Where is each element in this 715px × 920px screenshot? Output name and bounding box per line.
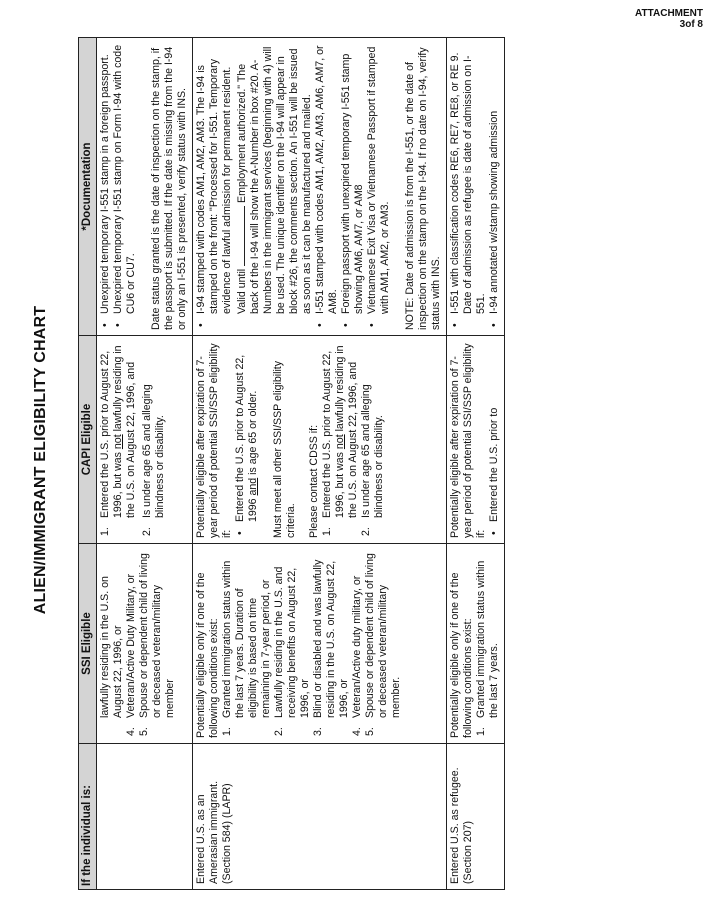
header-row: [79, 38, 97, 890]
row3-doc-list: [449, 43, 501, 330]
list-item: • I-551 with classification codes RE6, RE7, RE8, or RE 9. Date of admission as refugee is date of admission on I-551.: [449, 52, 487, 327]
header-individual: If the individual is:: [79, 744, 97, 890]
row2-capi-intro: Potentially eligible after expiration of 7-year period of potential SSI/SSP eligibility if:: [195, 343, 233, 538]
landscape-content: [0, 20, 715, 900]
list-item: • Foreign passport with unexpired temporary I-551 stamp showing AM6, AM7, or AM8: [340, 53, 365, 327]
list-item: • I-551 stamped with codes AM1, AM2, AM3, AM6, AM7, or AM8.: [314, 45, 339, 327]
header-documentation: *Documentation: [79, 38, 97, 336]
list-item: 2. Is under age 65 and alleging blindness or disability.: [360, 384, 385, 536]
page-title: ALIEN/IMMIGRANT ELIGIBILITY CHART: [32, 305, 49, 615]
row3-ssi: [447, 544, 505, 744]
row3-individual: Entered U.S. as refugee. (Section 207): [447, 744, 505, 890]
row1-ssi: [97, 544, 193, 744]
list-item: • Unexpired temporary I-551 stamp in a foreign passport.: [99, 54, 111, 327]
row1-doc-note: Date status granted is the date of inspection on the stamp, if the passport is submitted. If the date is missing from the I-94 or only an I-551 is presented, verify status with INS.: [150, 46, 188, 330]
list-item: 1. Entered the U.S. prior to August 22, 1996, but was not lawfully residing in the U.S. on August 22, 1996, and: [99, 345, 137, 536]
list-item: 3. Blind or disabled and was lawfully residing in the U.S. on August 22, 1996, or: [312, 559, 350, 736]
list-item: 2. Lawfully residing in the U.S. and receiving benefits on August 22, 1996, or: [273, 566, 311, 736]
blank-line: [234, 206, 245, 266]
row2-capi-bullet: [234, 341, 260, 538]
row1-individual: [97, 744, 193, 890]
row2-capi-contact: Please contact CDSS if:: [308, 424, 320, 538]
row2-ssi-list: [221, 549, 403, 738]
row1-ssi-list: [125, 549, 177, 738]
row2-capi-must: Must meet all other SSI/SSP eligibility criteria.: [272, 360, 297, 538]
row2-capi: [193, 336, 447, 544]
row3-ssi-list: [475, 549, 501, 738]
row2-doc-list: [195, 43, 392, 330]
list-item: 2. Is under age 65 and alleging blindness or disability.: [141, 384, 166, 536]
list-item: • I-94 stamped with codes AM1, AM2, AM3. The I-94 is stamped on the front: "Processed for I-551. Temporary evidence of lawful admission for permanent resident. Valid until Employment authorized." The back of the I-94 will show the A-Number in box #20. A-Numbers in the immigrant services (beginning with 4) will be used. The unique identifier on the I-94 will appear in block #26, the comments section. An I-551 will be issued as soon as it can be manufactured and mailed.: [195, 46, 313, 327]
row2-documentation: [193, 38, 447, 336]
list-item: • I-94 annotated w/stamp showing admission: [488, 110, 500, 327]
row2-ssi: [193, 544, 447, 744]
list-item: 5. Spouse or dependent child of living or deceased veteran/military member.: [364, 553, 402, 736]
header-capi: CAPI Eligible: [79, 336, 97, 544]
row3-ssi-intro: Potentially eligible only if one of the following conditions exist:: [449, 572, 474, 738]
list-item: • Entered the U.S. prior to August 22, 1996 and is age 65 or older.: [234, 354, 259, 535]
list-item: 1. Granted immigration status within the last 7 years.: [475, 560, 500, 736]
row1-documentation: [97, 38, 193, 336]
row2-capi-list: [321, 341, 386, 538]
row3-documentation: [447, 38, 505, 336]
list-item: 1. Entered the U.S. prior to August 22, 1996, but was not lawfully residing in the U.S. on August 22, 1996, and: [321, 345, 359, 536]
list-item: • Unexpired temporary I-551 stamp on Form I-94 with code CU6 or CU7.: [112, 44, 137, 327]
list-item: 1. Granted immigration status within the last 7 years. Duration of eligibility is based on time remaining in 7-year period, or: [221, 560, 272, 736]
row1-capi-list: [99, 341, 167, 538]
table-row: [193, 38, 447, 890]
list-item: • Vietnamese Exit Visa or Vietnamese Passport if stamped with AM1, AM2, or AM3.: [366, 46, 391, 327]
row1-ssi-lead: lawfully residing in the U.S. on August 22, 1996, or: [99, 576, 124, 718]
table-row: [97, 38, 193, 890]
list-item: 4. Veteran/Active duty military, or: [351, 575, 363, 736]
list-item: 4. Veteran/Active Duty Military, or: [125, 573, 137, 736]
row2-ssi-intro: Potentially eligible only if one of the following conditions exist:: [195, 572, 220, 738]
row2-doc-note: NOTE: Date of admission is from the I-551, or the date of inspection on the stamp on the I-94. If no date on I-94, verify status with INS.: [404, 47, 442, 330]
row3-capi-intro: Potentially eligible after expiration of 7-year period of potential SSI/SSP eligibility if:: [449, 343, 487, 538]
row3-capi: [447, 336, 505, 544]
row1-capi: [97, 336, 193, 544]
attachment-page: 3of 8: [679, 19, 703, 30]
row2-individual: Entered U.S. as an Amerasian immigrant. (Section 584) (LAPR): [193, 744, 447, 890]
row1-doc-list: [99, 43, 138, 330]
list-item: • Entered the U.S. prior to: [488, 407, 500, 535]
row3-capi-bullet: [488, 341, 501, 538]
attachment-title: ATTACHMENT: [635, 8, 703, 19]
list-item: 5. Spouse or dependent child of living or deceased veteran/military member: [138, 553, 176, 736]
eligibility-chart: [78, 37, 505, 890]
table-row: [447, 38, 505, 890]
header-ssi: SSI Eligible: [79, 544, 97, 744]
